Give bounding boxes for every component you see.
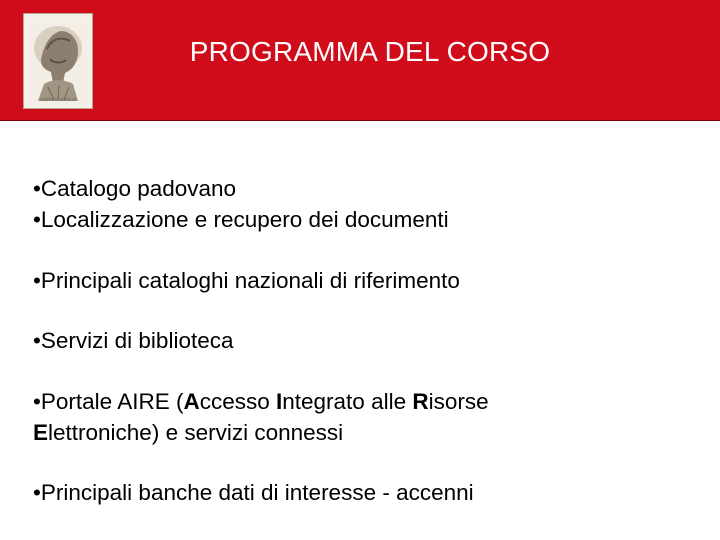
page-title: PROGRAMMA DEL CORSO bbox=[189, 36, 551, 67]
aire-word-risorse: isorse bbox=[428, 389, 489, 414]
list-item-portale-aire bbox=[33, 386, 489, 417]
bullet-marker: • bbox=[33, 480, 41, 505]
list-item-text: Catalogo padovano bbox=[40, 176, 237, 201]
aire-letter-r: R bbox=[412, 389, 429, 414]
list-item-text: Servizi di biblioteca bbox=[40, 328, 234, 353]
list-item-localizzazione bbox=[33, 204, 449, 235]
bullet-marker: • bbox=[33, 389, 41, 414]
list-item-text: Principali cataloghi nazionali di riferimento bbox=[40, 268, 460, 293]
list-item-portale-aire-continuation bbox=[33, 417, 343, 448]
list-item-cataloghi-nazionali bbox=[33, 265, 460, 296]
bullet-marker: • bbox=[33, 268, 41, 293]
aire-word-elettroniche: lettroniche) e servizi connessi bbox=[48, 420, 344, 445]
aire-word-accesso: ccesso bbox=[199, 389, 276, 414]
portrait-caption: ANDREA VESALIO bbox=[39, 97, 77, 102]
list-item-text: Principali banche dati di interesse - accenni bbox=[40, 480, 474, 505]
bullet-marker: • bbox=[33, 207, 41, 232]
list-item-servizi-biblioteca bbox=[33, 325, 233, 356]
bullet-marker: • bbox=[33, 176, 41, 201]
aire-word-integrato: ntegrato alle bbox=[282, 389, 413, 414]
list-item-text: Localizzazione e recupero dei documenti bbox=[40, 207, 449, 232]
bullet-marker: • bbox=[33, 328, 41, 353]
aire-letter-i: I bbox=[275, 389, 283, 414]
aire-letter-e: E bbox=[33, 420, 49, 445]
aire-letter-a: A bbox=[183, 389, 200, 414]
list-item-catalogo-padovano bbox=[33, 173, 236, 204]
list-item-banche-dati bbox=[33, 477, 474, 508]
aire-prefix: Portale AIRE ( bbox=[40, 389, 184, 414]
